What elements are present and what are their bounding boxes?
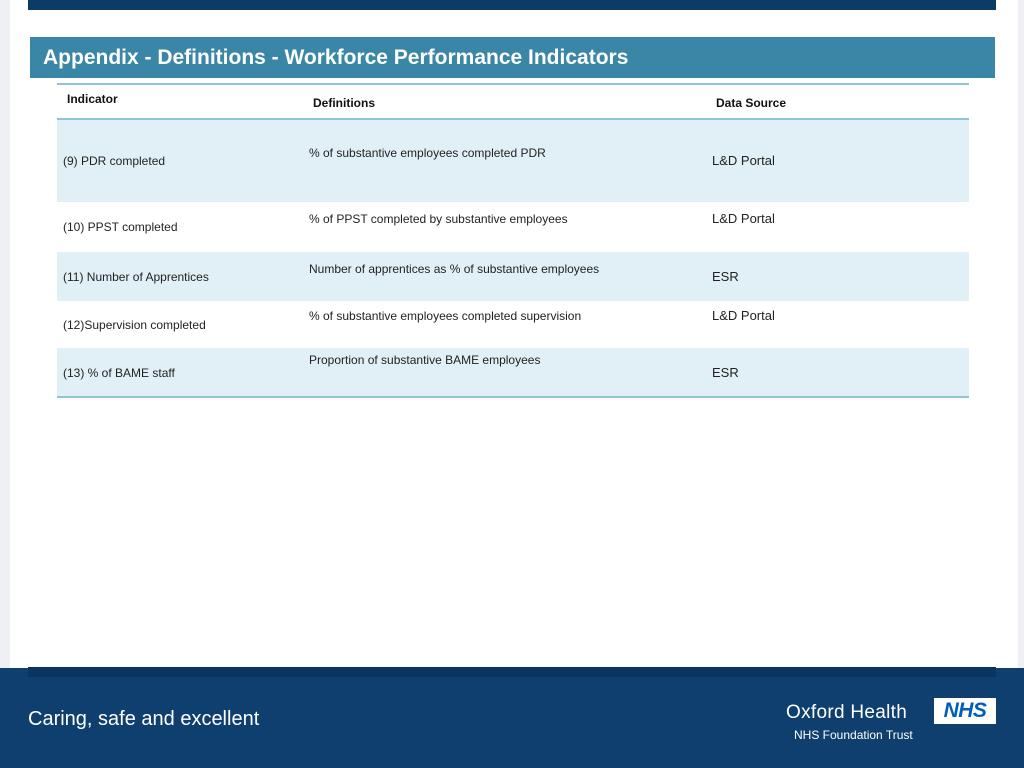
table-header-row [57, 85, 969, 120]
row-data-source: ESR [712, 365, 739, 380]
top-accent-bar [28, 0, 996, 10]
nhs-logo [934, 698, 996, 724]
definitions-table [57, 83, 969, 398]
org-subtitle: NHS Foundation Trust [794, 728, 913, 742]
row-definition: % of substantive employees completed PDR [309, 146, 546, 160]
row-indicator: (9) PDR completed [63, 154, 166, 168]
row-definition: % of substantive employees completed supervision [309, 309, 582, 323]
header-indicator: Indicator [67, 92, 118, 106]
row-indicator: (11) Number of Apprentices [63, 270, 209, 284]
row-data-source: L&D Portal [712, 153, 775, 168]
table-row [57, 301, 969, 348]
table-row [57, 202, 969, 252]
title-bar [30, 37, 995, 78]
page-title: Appendix - Definitions - Workforce Performance Indicators [43, 45, 629, 69]
row-definition: Number of apprentices as % of substantive employees [309, 262, 600, 276]
footer-tagline: Caring, safe and excellent [28, 708, 260, 730]
row-data-source: L&D Portal [712, 211, 775, 226]
row-indicator: (12)Supervision completed [63, 318, 206, 332]
nhs-logo-text: NHS [943, 699, 987, 722]
row-definition: % of PPST completed by substantive employees [309, 212, 568, 226]
row-data-source: L&D Portal [712, 308, 775, 323]
org-name: Oxford Health [786, 702, 908, 723]
header-data-source: Data Source [716, 96, 787, 110]
row-indicator: (10) PPST completed [63, 220, 178, 234]
table-row [57, 120, 969, 202]
footer-accent-bar [28, 667, 996, 677]
table-row [57, 348, 969, 398]
row-indicator: (13) % of BAME staff [63, 366, 175, 380]
table-row [57, 252, 969, 301]
header-definitions: Definitions [313, 96, 375, 110]
row-data-source: ESR [712, 269, 739, 284]
row-definition: Proportion of substantive BAME employees [309, 353, 541, 367]
